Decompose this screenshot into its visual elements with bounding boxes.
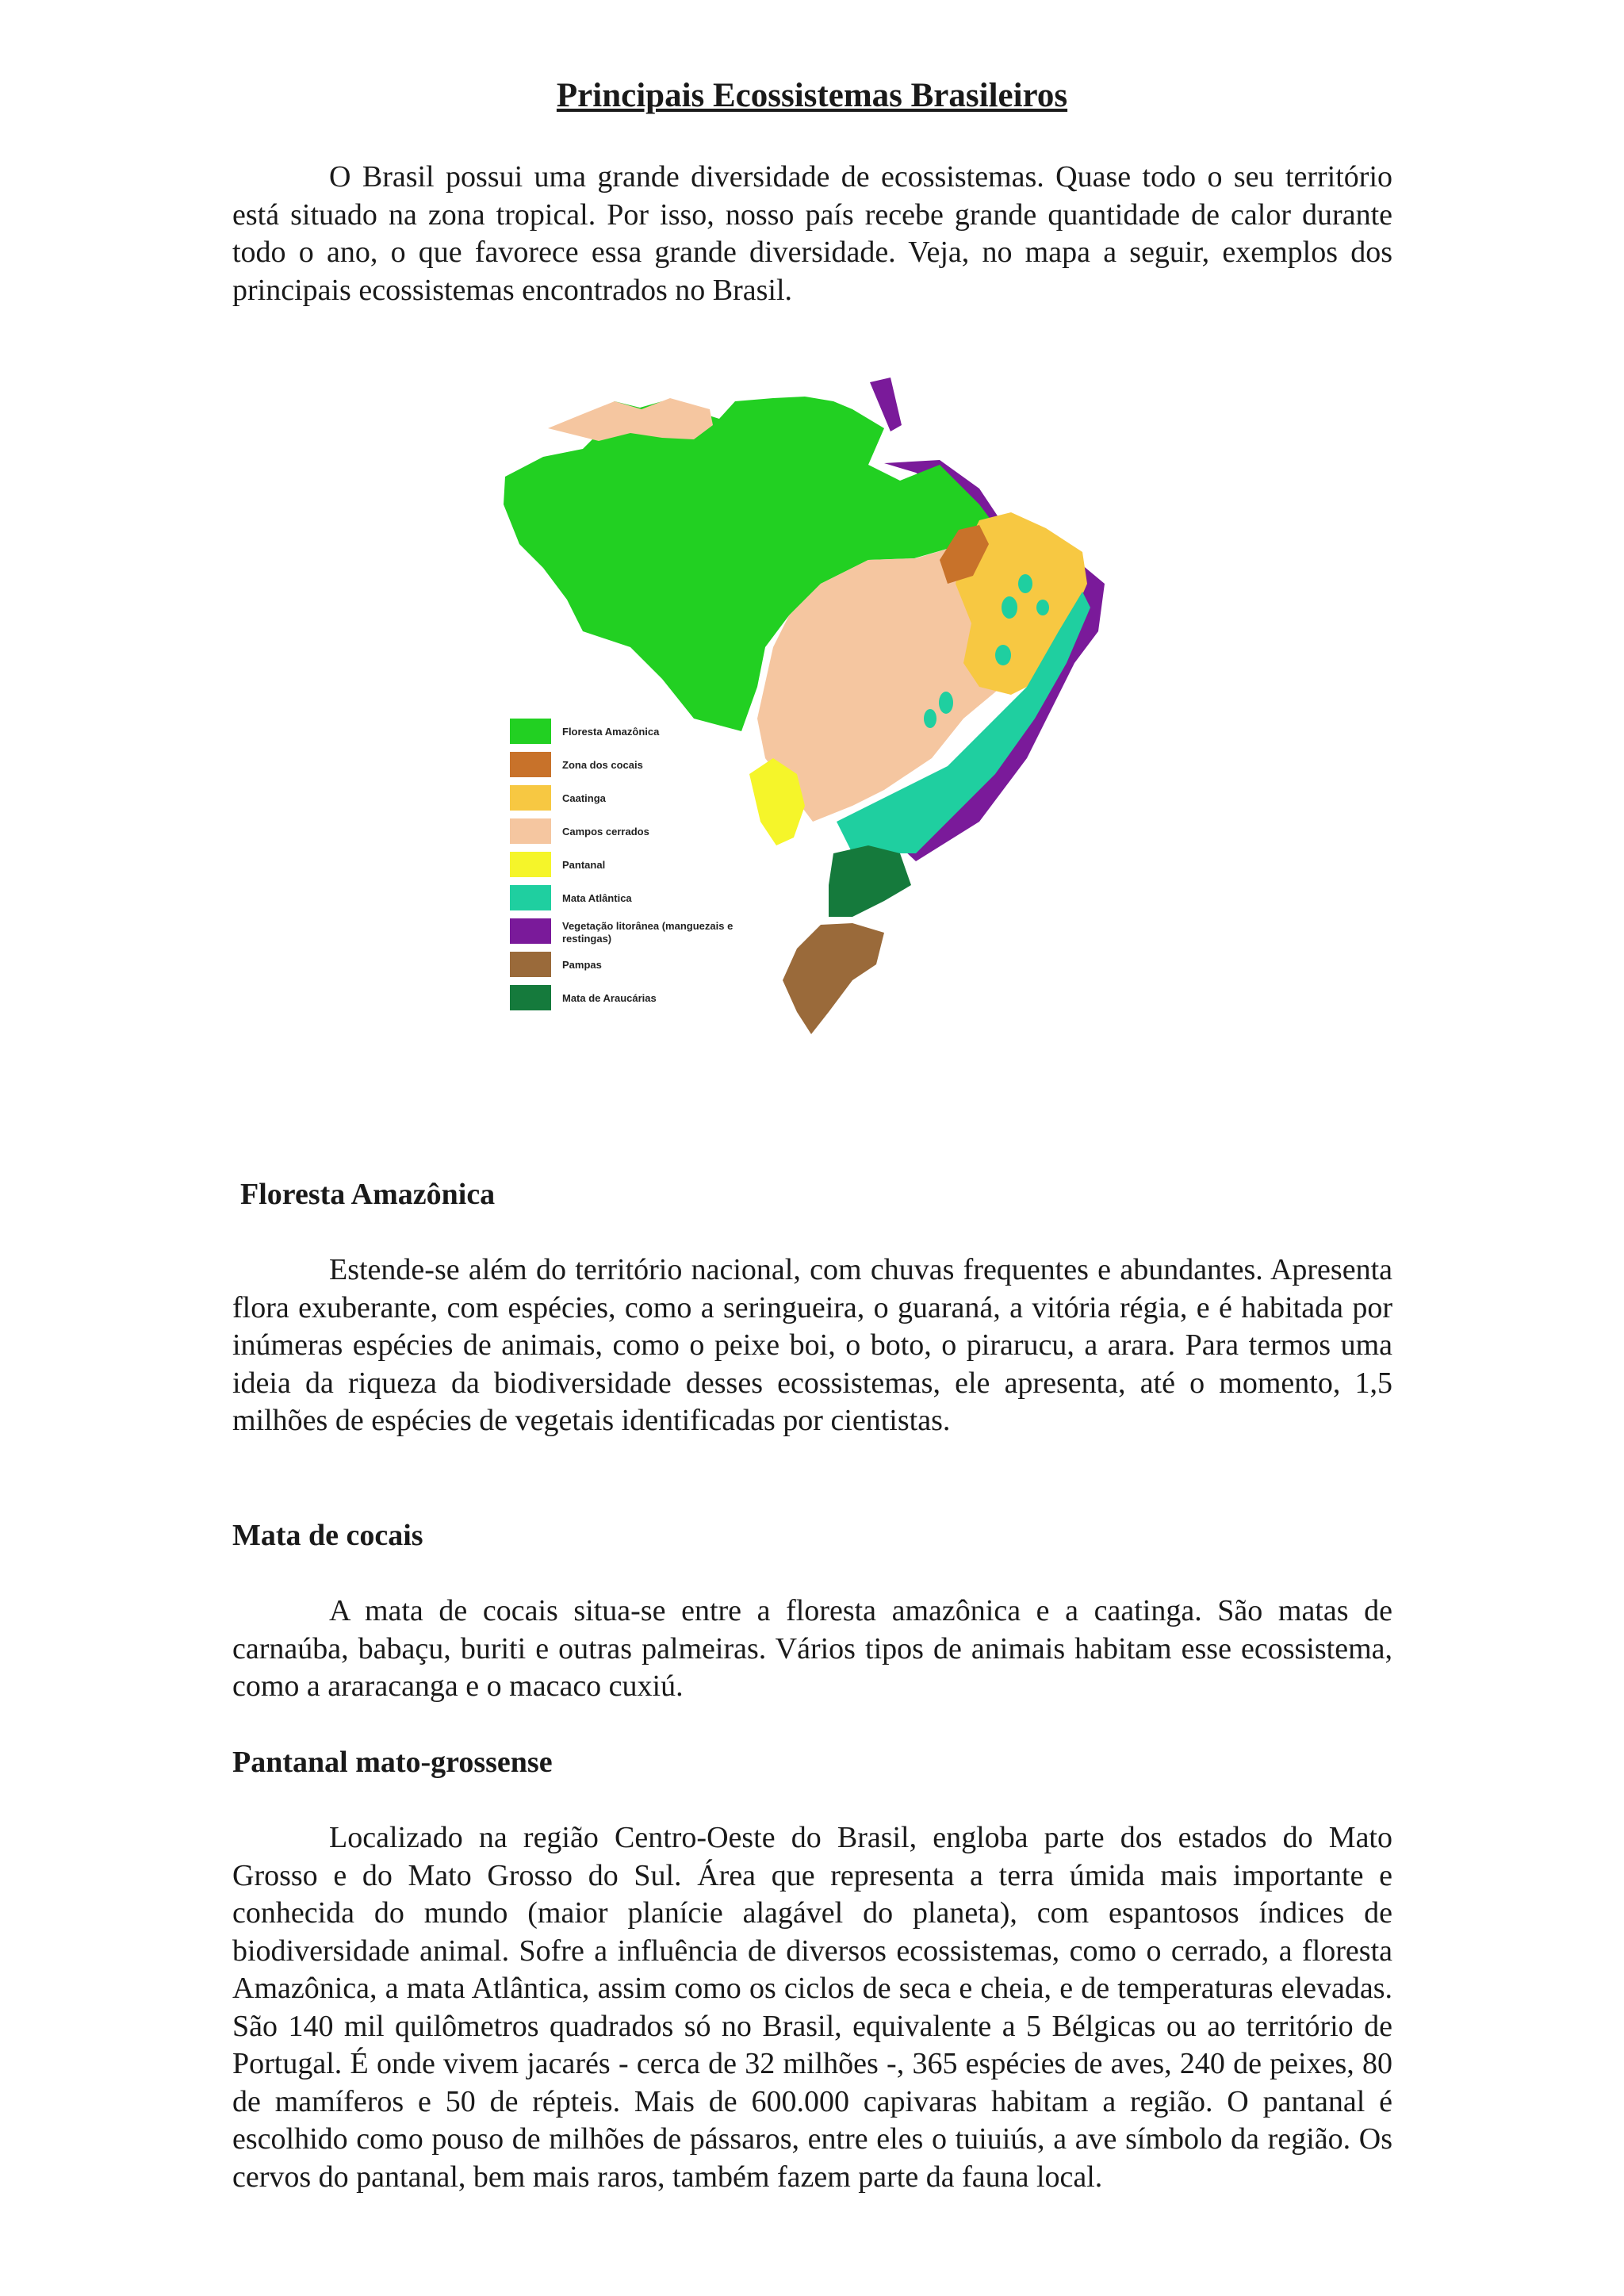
legend-swatch-pampas [510, 952, 551, 977]
legend-label-caatinga: Caatinga [562, 792, 606, 804]
legend-swatch-pantanal [510, 852, 551, 877]
legend-swatch-vegetacao-litoranea [510, 918, 551, 944]
legend-label-vegetacao-litoranea: Vegetação litorânea (manguezais e [562, 920, 733, 932]
legend-label-vegetacao-litoranea-2: restingas) [562, 933, 612, 945]
legend-label-pantanal: Pantanal [562, 859, 606, 871]
section-text-floresta-amazonica: Estende-se além do território nacional, com chuvas frequentes e abundantes. Apresenta flora exuberante, com espécies, como a seringueira, o guaraná, a vitória régia, e é habitada por inúmeras espécies de animais, como o peixe boi, o boto, o pirarucu, a arara. Para termos uma ideia da riqueza da biodiversidade desses ecossistemas, ele apresenta, até o momento, 1,5 milhões de espécies de vegetais identificadas por cientistas. [232, 1253, 1392, 1437]
page-title: Principais Ecossistemas Brasileiros [556, 77, 1068, 114]
section-heading-mata-de-cocais: Mata de cocais [232, 1519, 423, 1552]
legend-label-mata-atlantica: Mata Atlântica [562, 892, 632, 904]
section-text-mata-de-cocais: A mata de cocais situa-se entre a floresta amazônica e a caatinga. São matas de carnaúba, babaçu, buriti e outras palmeiras. Vários tipos de animais habitam esse ecossistema, como a araracanga e o macaco cuxiú. [232, 1594, 1392, 1703]
section-heading-pantanal: Pantanal mato-grossense [232, 1746, 553, 1779]
legend-label-pampas: Pampas [562, 959, 602, 971]
legend-label-campos-cerrados: Campos cerrados [562, 826, 649, 838]
legend-swatch-campos-cerrados [510, 818, 551, 844]
legend-swatch-mata-de-araucarias [510, 985, 551, 1010]
legend-swatch-caatinga [510, 785, 551, 811]
legend-label-mata-de-araucarias: Mata de Araucárias [562, 992, 657, 1004]
legend-label-floresta-amazonica: Floresta Amazônica [562, 726, 660, 738]
section-heading-floresta-amazonica: Floresta Amazônica [240, 1178, 496, 1211]
map-region-mata-de-araucarias [829, 845, 911, 917]
section-text-pantanal: Localizado na região Centro-Oeste do Brasil, engloba parte dos estados do Mato Grosso e do Mato Grosso do Sul. Área que representa a terra úmida mais importante e conhecida do mundo (maior planície alagável do planeta), com espantosos índices de biodiversidade animal. Sofre a influência de diversos ecossistemas, como o cerrado, a floresta Amazônica, a mata Atlântica, assim como os ciclos de seca e cheia, e de temperaturas elevadas. São 140 mil quilômetros quadrados só no Brasil, equivalente a 5 Bélgicas ou ao território de Portugal. É onde vivem jacarés - cerca de 32 milhões -, 365 espécies de aves, 240 de peixes, 80 de mamíferos e 50 de répteis. Mais de 600.000 capivaras habitam a região. O pantanal é escolhido como pouso de milhões de pássaros, entre eles o tuiuiús, a ave símbolo da região. Os cervos do pantanal, bem mais raros, também fazem parte da fauna local. [232, 1821, 1392, 2194]
legend-swatch-zona-dos-cocais [510, 752, 551, 777]
legend-swatch-floresta-amazonica [510, 719, 551, 744]
map-legend [510, 719, 733, 1010]
legend-label-zona-dos-cocais: Zona dos cocais [562, 759, 643, 771]
legend-swatch-mata-atlantica [510, 885, 551, 910]
intro-paragraph: O Brasil possui uma grande diversidade de ecossistemas. Quase todo o seu território está situado na zona tropical. Por isso, nosso país recebe grande quantidade de calor durante todo o ano, o que favorece essa grande diversidade. Veja, no mapa a seguir, exemplos dos principais ecossistemas encontrados no Brasil. [232, 160, 1392, 307]
map-region-pampas [783, 923, 884, 1034]
ecosystem-map [456, 346, 1170, 1060]
